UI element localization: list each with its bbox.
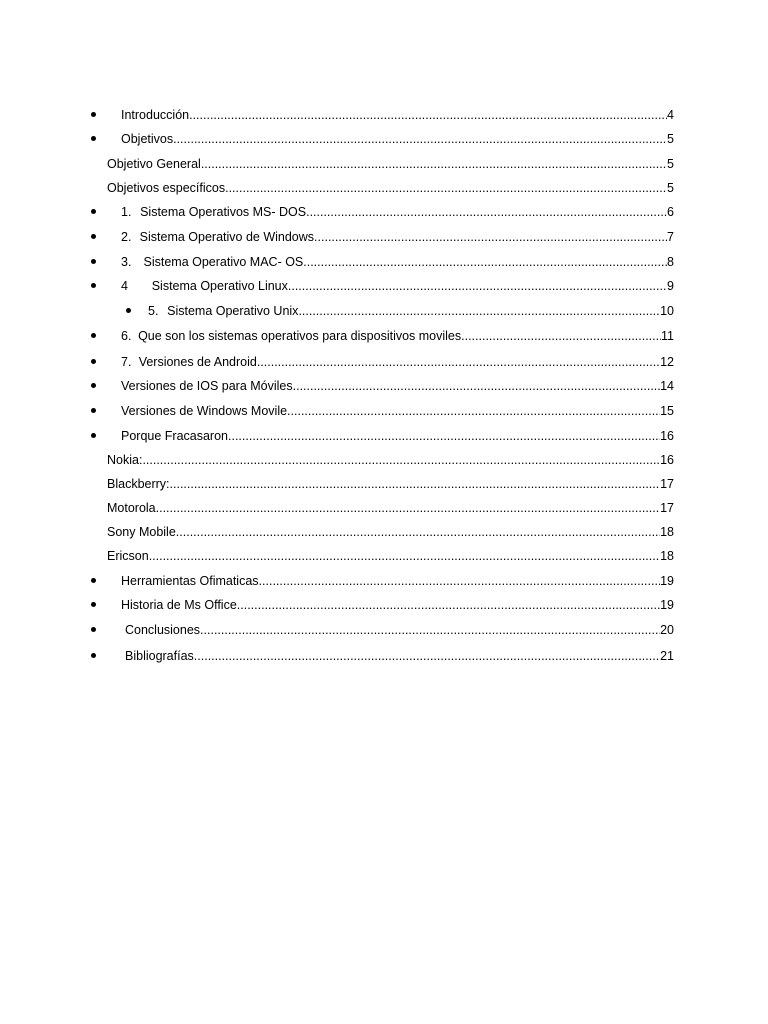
dot-leader xyxy=(461,328,661,344)
toc-entry-label: Sistema Operativo Unix xyxy=(167,304,299,318)
dot-leader xyxy=(298,303,660,319)
toc-entry-page: 16 xyxy=(660,429,674,443)
dot-leader xyxy=(176,524,660,540)
toc-entry-number: 3. xyxy=(121,255,132,269)
toc-entry-page: 7 xyxy=(667,230,674,244)
toc-entry-page: 18 xyxy=(660,525,674,539)
toc-entry-label: Sistema Operativo de Windows xyxy=(139,230,315,244)
toc-entry xyxy=(0,350,768,374)
dot-leader xyxy=(149,548,660,564)
dot-leader xyxy=(303,254,667,270)
toc-entry xyxy=(0,593,768,617)
toc-entry xyxy=(0,299,768,323)
toc-entry-label: Herramientas Ofimaticas xyxy=(121,574,259,588)
toc-entry xyxy=(0,569,768,593)
bullet-icon xyxy=(126,308,131,313)
bullet-icon xyxy=(91,653,96,658)
toc-entry-number: 6. xyxy=(121,329,132,343)
toc-entry-label: Introducción xyxy=(121,108,190,122)
toc-entry-page: 8 xyxy=(667,255,674,269)
toc-entry xyxy=(0,103,768,127)
toc-entry xyxy=(0,176,768,200)
toc-entry-page: 19 xyxy=(660,598,674,612)
toc-entry-label: Versiones de Android xyxy=(138,355,257,369)
toc-entry-label: Versiones de IOS para Móviles xyxy=(121,379,293,393)
dot-leader xyxy=(189,107,667,123)
toc-entry xyxy=(0,496,768,520)
toc-entry-label: Sistema Operativos MS- DOS xyxy=(140,205,307,219)
toc-entry-page: 12 xyxy=(660,355,674,369)
dot-leader xyxy=(306,204,667,220)
bullet-icon xyxy=(91,359,96,364)
bullet-icon xyxy=(91,383,96,388)
dot-leader xyxy=(237,597,660,613)
toc-entry xyxy=(0,152,768,176)
toc-entry-page: 16 xyxy=(660,453,674,467)
bullet-icon xyxy=(91,209,96,214)
toc-entry xyxy=(0,544,768,568)
toc-entry-label: Versiones de Windows Movile xyxy=(121,404,288,418)
dot-leader xyxy=(257,354,660,370)
toc-entry xyxy=(0,250,768,274)
toc-entry-label: Porque Fracasaron xyxy=(121,429,229,443)
dot-leader xyxy=(156,500,660,516)
bullet-icon xyxy=(91,234,96,239)
dot-leader xyxy=(194,648,660,664)
bullet-icon xyxy=(91,578,96,583)
toc-entry-label: Bibliografías xyxy=(125,649,194,663)
toc-entry-page: 17 xyxy=(660,501,674,515)
bullet-icon xyxy=(91,408,96,413)
toc-entry-label: Ericson xyxy=(107,549,149,563)
toc-entry xyxy=(0,127,768,151)
toc-entry xyxy=(0,399,768,423)
dot-leader xyxy=(293,378,660,394)
toc-entry-page: 21 xyxy=(660,649,674,663)
toc-entry-label: Blackberry: xyxy=(107,477,170,491)
dot-leader xyxy=(287,403,660,419)
toc-entry-label: Objetivos específicos xyxy=(107,181,226,195)
bullet-icon xyxy=(91,433,96,438)
dot-leader xyxy=(201,156,667,172)
toc-entry-page: 6 xyxy=(667,205,674,219)
toc-entry-label: Nokia: xyxy=(107,453,143,467)
bullet-icon xyxy=(91,136,96,141)
toc-entry-number: 4 xyxy=(121,279,128,293)
toc-entry-page: 5 xyxy=(667,132,674,146)
dot-leader xyxy=(142,452,660,468)
bullet-icon xyxy=(91,602,96,607)
bullet-icon xyxy=(91,333,96,338)
dot-leader xyxy=(173,131,667,147)
toc-entry-page: 4 xyxy=(667,108,674,122)
toc-entry-number: 7. xyxy=(121,355,132,369)
bullet-icon xyxy=(91,259,96,264)
dot-leader xyxy=(259,573,661,589)
toc-entry-page: 20 xyxy=(660,623,674,637)
dot-leader xyxy=(200,622,660,638)
toc-entry-number: 2. xyxy=(121,230,132,244)
toc-entry xyxy=(0,200,768,224)
toc-entry-page: 10 xyxy=(660,304,674,318)
dot-leader xyxy=(170,476,661,492)
toc-entry-page: 15 xyxy=(660,404,674,418)
toc-entry xyxy=(0,274,768,298)
bullet-icon xyxy=(91,112,96,117)
toc-entry xyxy=(0,644,768,668)
bullet-icon xyxy=(91,283,96,288)
toc-entry xyxy=(0,618,768,642)
toc-entry-label: Motorola xyxy=(107,501,156,515)
toc-entry xyxy=(0,374,768,398)
toc-entry-page: 14 xyxy=(660,379,674,393)
bullet-icon xyxy=(91,627,96,632)
toc-entry-label: Conclusiones xyxy=(125,623,201,637)
toc-entry-label: Sistema Operativo Linux xyxy=(151,279,288,293)
toc-entry-page: 11 xyxy=(661,329,674,343)
toc-entry-label: Sistema Operativo MAC- OS xyxy=(143,255,304,269)
toc-entry-label: Historia de Ms Office xyxy=(121,598,237,612)
toc-entry-page: 5 xyxy=(667,157,674,171)
toc-entry xyxy=(0,448,768,472)
toc-entry-number: 1. xyxy=(121,205,132,219)
toc-entry-page: 5 xyxy=(667,181,674,195)
toc-entry-label: Objetivos xyxy=(121,132,174,146)
dot-leader xyxy=(228,428,660,444)
toc-entry-label: Objetivo General xyxy=(107,157,201,171)
dot-leader xyxy=(288,278,667,294)
toc-entry xyxy=(0,324,768,348)
toc-entry-page: 19 xyxy=(660,574,674,588)
toc-entry-number: 5. xyxy=(148,304,159,318)
toc-entry-page: 18 xyxy=(660,549,674,563)
toc-entry xyxy=(0,472,768,496)
toc-entry-page: 17 xyxy=(660,477,674,491)
dot-leader xyxy=(225,180,667,196)
toc-entry xyxy=(0,424,768,448)
toc-entry-label: Sony Mobile xyxy=(107,525,176,539)
toc-entry-label: Que son los sistemas operativos para dispositivos moviles xyxy=(138,329,462,343)
dot-leader xyxy=(314,229,667,245)
toc-entry xyxy=(0,520,768,544)
toc-entry xyxy=(0,225,768,249)
toc-entry-page: 9 xyxy=(667,279,674,293)
